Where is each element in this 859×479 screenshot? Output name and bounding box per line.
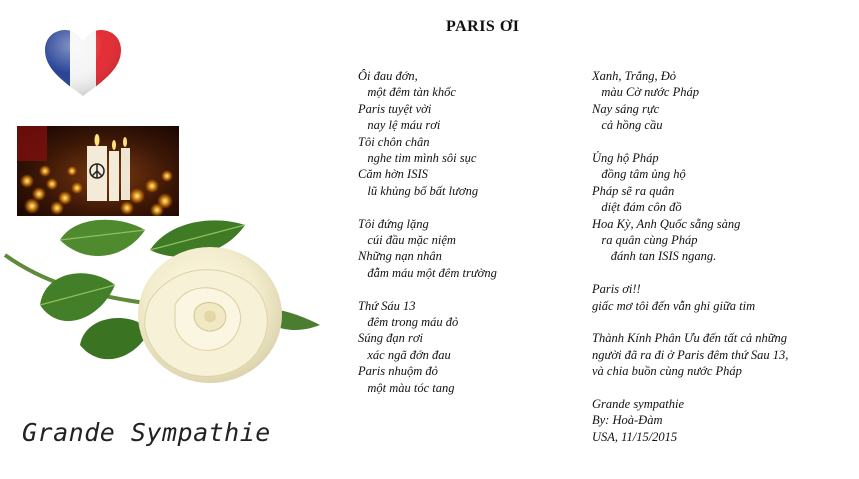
white-rose-image — [0, 210, 330, 410]
poem-line: Thứ Sáu 13 — [358, 298, 416, 313]
poem-line: lũ khủng bố bất lương — [358, 183, 479, 198]
candles-peace-sign-image — [17, 126, 179, 216]
poem-line: Nay sáng rực — [592, 101, 660, 116]
poem-line: Thành Kính Phân Ưu đến tất cả những — [592, 331, 788, 346]
signature-text: Grande Sympathie — [22, 418, 271, 447]
poem-line: Ôi đau đớn, — [358, 69, 418, 83]
poem-line: Tôi chôn chân — [358, 134, 430, 149]
poem-line: Tôi đứng lặng — [358, 216, 429, 231]
french-flag-heart-icon — [43, 28, 123, 98]
poem-line: diệt đám côn đồ — [592, 200, 682, 215]
poem-line: Súng đạn rơi — [358, 331, 424, 346]
poem-line: một màu tóc tang — [358, 380, 455, 395]
stanza-break — [358, 199, 578, 215]
poem-line: đẫm máu một đêm trường — [358, 265, 497, 280]
stanza-break — [592, 380, 852, 396]
poem-line: Hoa Kỳ, Anh Quốc sẵng sàng — [592, 216, 741, 231]
poem-line: một đêm tàn khốc — [358, 85, 456, 100]
poem-line: Paris ơi!! — [592, 282, 641, 297]
stanza-break — [592, 265, 852, 281]
poem-line: ra quân cùng Pháp — [592, 233, 698, 248]
poem-column-1 — [358, 68, 578, 396]
poem-line: xác ngã đớn đau — [358, 347, 451, 362]
stanza-break — [592, 314, 852, 330]
poem-title: PARIS ƠI — [446, 18, 520, 35]
poem-line: Xanh, Trắng, Đỏ — [592, 69, 677, 83]
poem-line: màu Cờ nước Pháp — [592, 85, 699, 100]
poem-line: đêm trong máu đỏ — [358, 315, 459, 330]
poem-line: Paris tuyệt vời — [358, 101, 432, 116]
poem-line: nay lệ máu rơi — [358, 118, 441, 133]
poem-column-2 — [592, 68, 852, 445]
poem-line: Ủng hộ Pháp — [592, 151, 659, 166]
poem-line: Căm hờn ISIS — [358, 167, 428, 182]
stanza-break — [592, 134, 852, 150]
poem-line: cả hồng cầu — [592, 118, 663, 133]
poem-line: và chia buồn cùng nước Pháp — [592, 364, 742, 379]
poem-line: đồng tâm ủng hộ — [592, 167, 686, 182]
poem-line: giấc mơ tôi đến vẫn ghi giữa tim — [592, 298, 756, 313]
poem-line: người đã ra đi ở Paris đêm thứ Sau 13, — [592, 347, 789, 362]
poem-line: Những nạn nhân — [358, 249, 442, 264]
poem-line: By: Hoà-Đàm — [592, 413, 663, 428]
poem-line: nghe tim mình sôi sục — [358, 151, 477, 166]
poem-line: cúi đầu mặc niệm — [358, 233, 456, 248]
stanza-break — [358, 281, 578, 297]
poem-line: đánh tan ISIS ngang. — [592, 249, 717, 264]
poem-line: USA, 11/15/2015 — [592, 429, 678, 444]
poem-line: Grande sympathie — [592, 397, 684, 412]
poem-line: Paris nhuộm đỏ — [358, 364, 438, 379]
poem-line: Pháp sẽ ra quân — [592, 183, 675, 198]
